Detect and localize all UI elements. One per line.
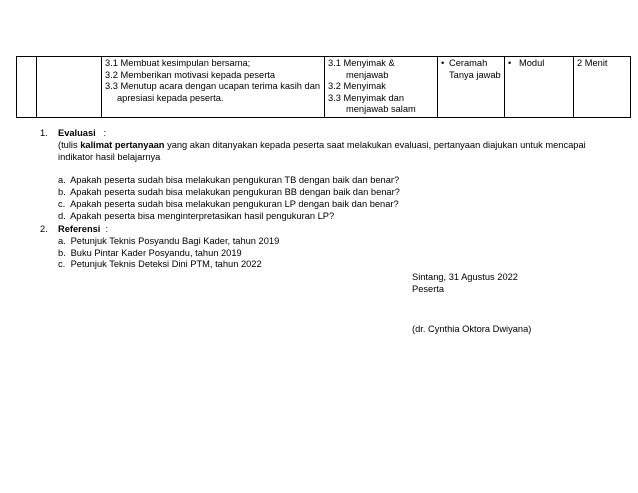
evaluation-section <box>40 128 600 223</box>
signature-block <box>412 271 518 295</box>
question-item: b. Apakah peserta sudah bisa melakukan pengukuran BB dengan baik dan benar? <box>58 187 400 198</box>
evaluation-heading: 1. Evaluasi : <box>40 128 107 138</box>
question-item: d. Apakah peserta bisa menginterpretasikan hasil pengukuran LP? <box>58 210 335 221</box>
lesson-plan-table <box>16 56 631 118</box>
time-cell <box>574 57 631 118</box>
signer-role: Peserta <box>412 284 445 294</box>
participant-item-continuation: menjawab salam <box>346 104 416 114</box>
reference-item: b. Buku Pintar Kader Posyandu, tahun 2019 <box>58 247 242 258</box>
question-item: a. Apakah peserta sudah bisa melakukan pengukuran TB dengan baik dan benar? <box>58 175 400 186</box>
media-cell <box>505 57 574 118</box>
place-date: Sintang, 31 Agustus 2022 <box>412 272 518 282</box>
table-cell-empty-1 <box>17 57 37 118</box>
evaluation-note: (tulis kalimat pertanyaan yang akan ditanyakan kepada peserta saat melakukan evaluasi, pertanyaan diajukan untuk mencapai <box>58 139 586 150</box>
participant-item: 3.1 Menyimak & <box>328 58 395 68</box>
method-item: • Ceramah <box>441 58 488 68</box>
activity-item-continuation: apresiasi kepada peserta. <box>117 92 224 103</box>
signer-name: (dr. Cynthia Oktora Dwiyana) <box>412 324 532 334</box>
table-cell-empty-2 <box>37 57 102 118</box>
reference-item: a. Petunjuk Teknis Posyandu Bagi Kader, tahun 2019 <box>58 235 280 246</box>
references-heading: 2. Referensi : <box>40 224 109 234</box>
activity-item: 3.3 Menutup acara dengan ucapan terima kasih dan <box>105 81 321 91</box>
reference-item: c. Petunjuk Teknis Deteksi Dini PTM, tahun 2022 <box>58 259 262 270</box>
bullet-icon: • <box>508 58 512 68</box>
participant-activities-cell <box>325 57 438 118</box>
media-item: • Modul <box>508 58 545 68</box>
participant-item: 3.3 Menyimak dan <box>328 92 404 103</box>
method-item: Tanya jawab <box>449 69 501 80</box>
question-item: c. Apakah peserta sudah bisa melakukan pengukuran LP dengan baik dan benar? <box>58 198 399 209</box>
method-cell <box>438 57 505 118</box>
activities-cell <box>102 57 325 118</box>
activity-item: 3.1 Membuat kesimpulan bersama; <box>105 58 251 68</box>
references-section <box>40 224 440 271</box>
table-row <box>17 57 631 118</box>
evaluation-note-line2: indikator hasil belajarnya <box>58 151 161 162</box>
participant-item: 3.2 Menyimak <box>328 81 386 91</box>
time-value: 2 Menit <box>577 58 608 68</box>
activity-item: 3.2 Memberikan motivasi kepada peserta <box>105 69 276 80</box>
participant-item-continuation: menjawab <box>346 69 389 80</box>
bullet-icon: • <box>441 58 445 68</box>
